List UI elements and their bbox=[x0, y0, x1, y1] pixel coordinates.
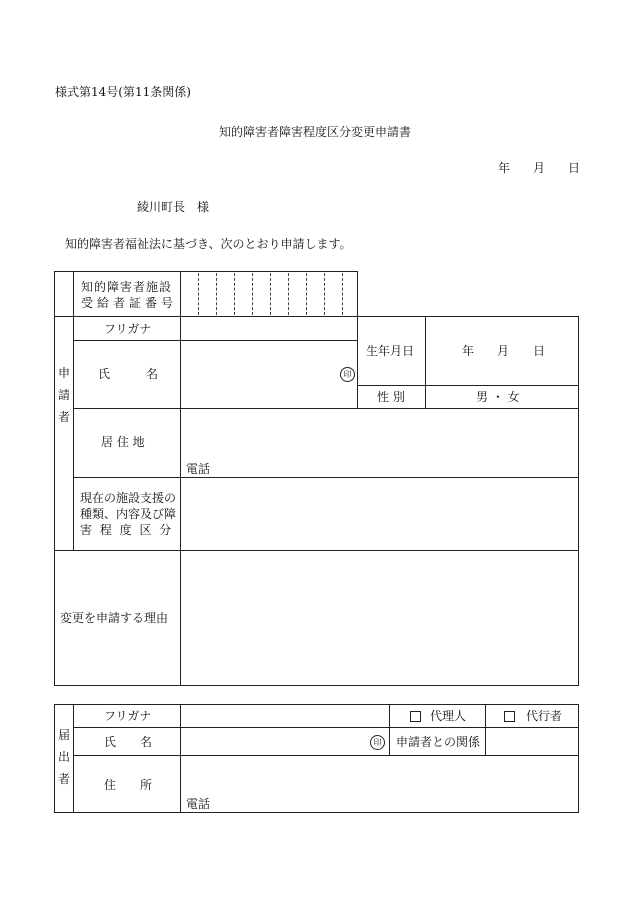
seal-mark: 印 bbox=[340, 367, 355, 382]
current-support-label-line3: 害 程 度 区 分 bbox=[80, 523, 174, 537]
cert-number-label-line1: 知的障害者施設 bbox=[81, 280, 173, 294]
phone-label: 電話 bbox=[186, 462, 211, 476]
notifier-section-label: 届出者 bbox=[57, 728, 70, 786]
page-title: 知的障害者障害程度区分変更申請書 bbox=[218, 125, 411, 139]
date-month-label: 月 bbox=[533, 161, 546, 175]
notifier-address-label: 住 所 bbox=[104, 778, 153, 792]
gender-label: 性 別 bbox=[377, 390, 405, 404]
notifier-furigana-label: フリガナ bbox=[104, 709, 152, 723]
birth-date-label: 生年月日 bbox=[366, 344, 415, 358]
furigana-label: フリガナ bbox=[104, 322, 152, 336]
form-number: 様式第14号(第11条関係) bbox=[55, 85, 191, 99]
birth-month-label: 月 bbox=[497, 344, 510, 358]
applicant-section-label: 申請者 bbox=[57, 366, 70, 424]
date-year-label: 年 bbox=[498, 161, 511, 175]
cert-number-frame bbox=[54, 271, 358, 317]
intro-text: 知的障害者福祉法に基づき、次のとおり申請します。 bbox=[65, 237, 352, 251]
addressee: 綾川町長 様 bbox=[137, 200, 210, 214]
gender-options: 男 ・ 女 bbox=[476, 390, 520, 404]
current-support-label-line2: 種類、内容及び障 bbox=[80, 507, 177, 521]
cert-number-label-line2: 受給者証番号 bbox=[81, 296, 178, 310]
date-day-label: 日 bbox=[568, 161, 581, 175]
name-label: 氏 名 bbox=[98, 367, 159, 381]
notifier-phone-label: 電話 bbox=[186, 797, 211, 811]
notifier-name-label: 氏 名 bbox=[104, 735, 153, 749]
birth-year-label: 年 bbox=[462, 344, 475, 358]
current-support-label-line1: 現在の施設支援の bbox=[80, 491, 177, 505]
change-reason-label: 変更を申請する理由 bbox=[60, 611, 169, 625]
notifier-seal-mark: 印 bbox=[370, 735, 385, 750]
relation-label: 申請者との関係 bbox=[396, 735, 481, 749]
agent-label: 代理人 bbox=[430, 709, 467, 723]
agent-checkbox[interactable] bbox=[410, 711, 421, 722]
proxy-checkbox[interactable] bbox=[504, 711, 515, 722]
address-label: 居 住 地 bbox=[101, 435, 145, 449]
proxy-label: 代行者 bbox=[526, 709, 563, 723]
birth-day-label: 日 bbox=[533, 344, 546, 358]
